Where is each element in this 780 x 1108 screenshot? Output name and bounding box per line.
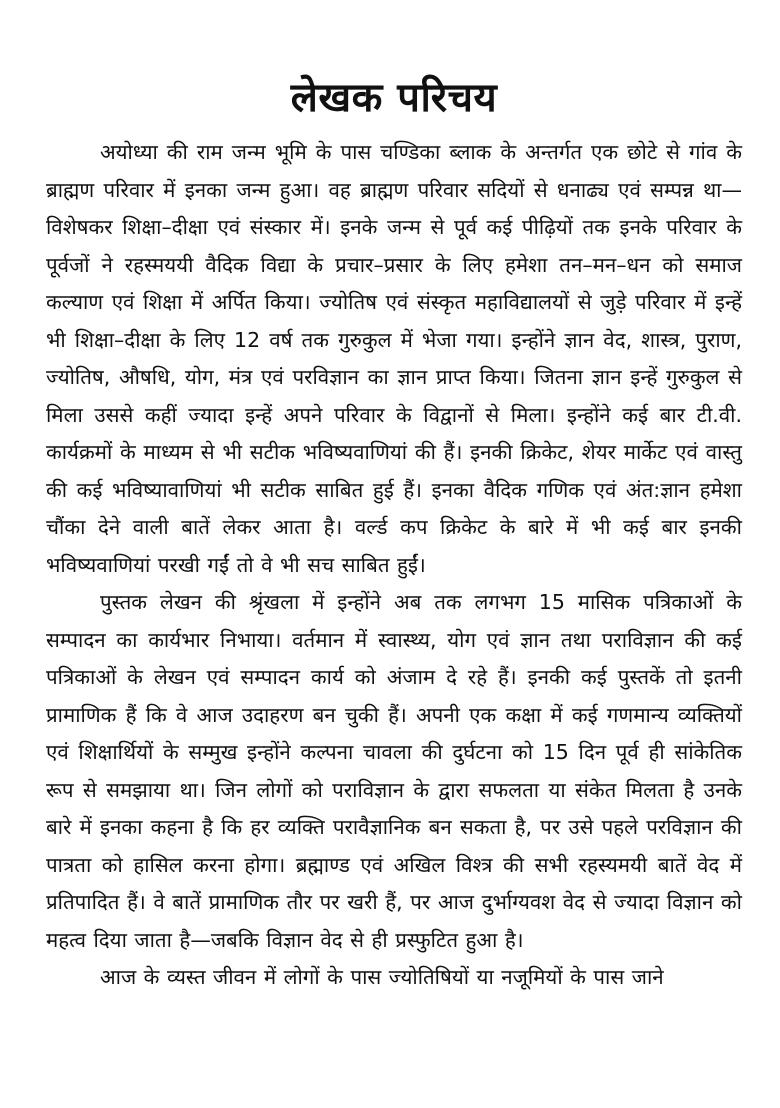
paragraph-2: पुस्तक लेखन की श्रृंखला में इन्होंने अब तक लगभग 15 मासिक पत्रिकाओं के सम्पादन का कार्यभार निभाया। वर्तमान में स्वास्थ्य, योग एवं ज्ञान तथा पराविज्ञान की कई पत्रिकाओं के लेखन एवं सम्पादन कार्य को अंजाम दे रहे हैं। इनकी कई पुस्तकें तो इतनी प्रामाणिक हैं कि वे आज उदाहरण बन चुकी हैं। अपनी एक कक्षा में कई गणमान्य व्यक्तियों एवं शिक्षार्थियों के सम्मुख इन्होंने कल्पना चावला की दुर्घटना को 15 दिन पूर्व ही सांकेतिक रूप से समझाया था। जिन लोगों को पराविज्ञान के द्वारा सफलता या संकेत मिलता है उनके बारे में इनका कहना है कि हर व्यक्ति परावैज्ञानिक बन सकता है, पर उसे पहले परविज्ञान की पात्रता को हासिल करना होगा। ब्रह्माण्ड एवं अखिल विश्त्र की सभी रहस्यमयी बातें वेद में प्रतिपादित हैं। वे बातें प्रामाणिक तौर पर खरी हैं, पर आज दुर्भाग्यवश वेद से ज्यादा विज्ञान को महत्व दिया जाता है—जबकि विज्ञान वेद से ही प्रस्फुटित हुआ है। [46,590,742,952]
page-title: लेखक परिचय [290,75,498,121]
paragraph-3: आज के व्यस्त जीवन में लोगों के पास ज्योतिषियों या नजूमियों के पास जाने [100,965,664,989]
paragraph-1: अयोध्या की राम जन्म भूमि के पास चण्डिका ब्लाक के अन्तर्गत एक छोटे से गांव के ब्राह्मण परिवार में इनका जन्म हुआ। वह ब्राह्मण परिवार सदियों से धनाढ्य एवं सम्पन्न था—विशेषकर शिक्षा–दीक्षा एवं संस्कार में। इनके जन्म से पूर्व कई पीढ़ियों तक इनके परिवार के पूर्वजों ने रहस्मययी वैदिक विद्या के प्रचार–प्रसार के लिए हमेशा तन–मन–धन को समाज कल्याण एवं शिक्षा में अर्पित किया। ज्योतिष एवं संस्कृत महाविद्यालयों से जुड़े परिवार में इन्हें भी शिक्षा–दीक्षा के लिए 12 वर्ष तक गुरुकुल में भेजा गया। इन्होंने ज्ञान वेद, शास्त्र, पुराण, ज्योतिष, औषधि, योग, मंत्र एवं परविज्ञान का ज्ञान प्राप्त किया। जितना ज्ञान इन्हें गुरुकुल से मिला उससे कहीं ज्यादा इन्हें अपने परिवार के विद्वानों से मिला। इन्होंने कई बार टी.वी. कार्यक्रमों के माध्यम से भी सटीक भविष्यवाणियां की हैं। इनकी क्रिकेट, शेयर मार्केट एवं वास्तु की कई भविष्यावाणियां भी सटीक साबित हुई हैं। इनका वैदिक गणिक एवं अंत:ज्ञान हमेशा चौंका देने वाली बातें लेकर आता है। वर्ल्ड कप क्रिकेट के बारे में भी कई बार इनकी भविष्यवाणियां परखी गईं तो वे भी सच साबित हुईं। [46,140,742,577]
